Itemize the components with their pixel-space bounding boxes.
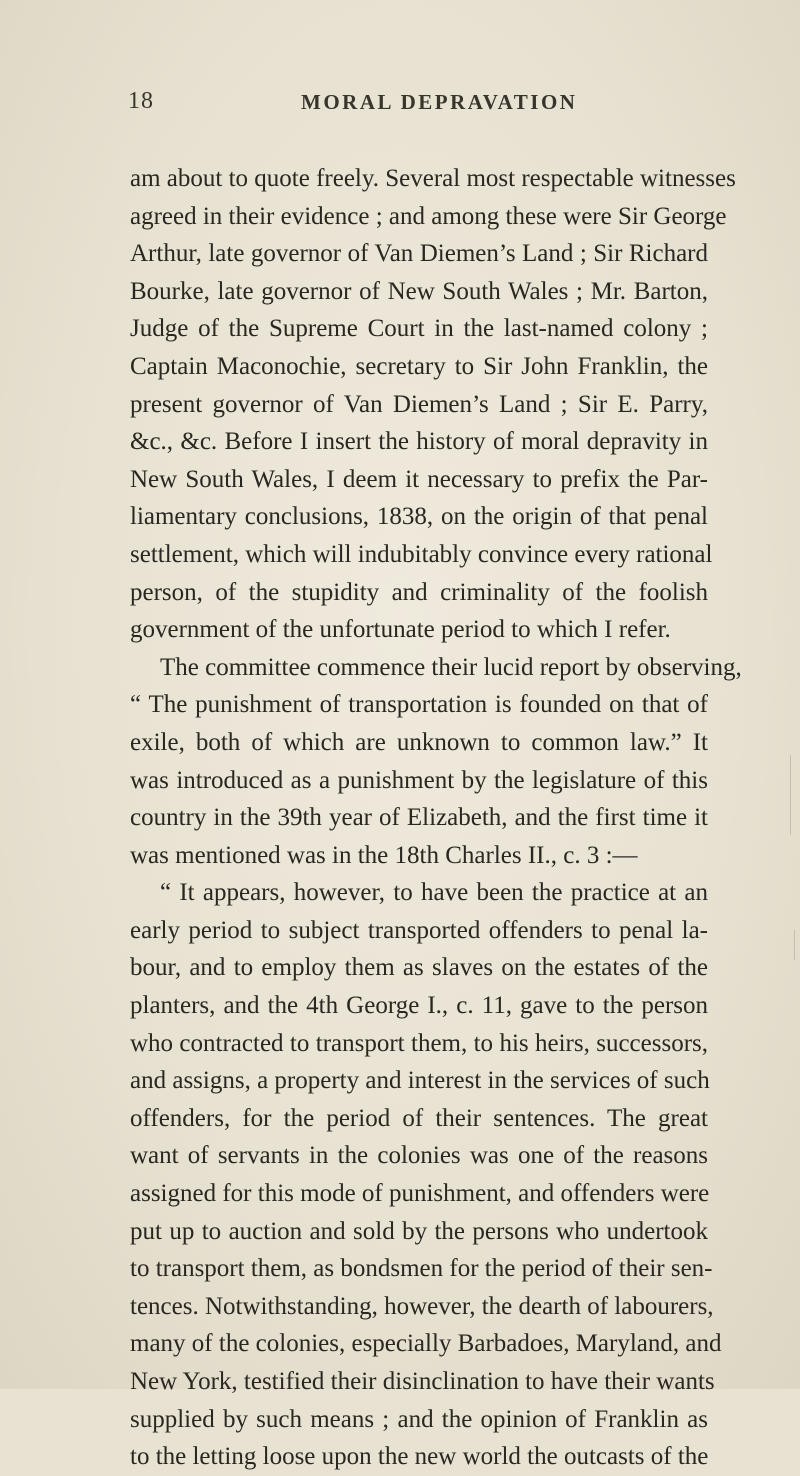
- text-line: New South Wales, I deem it necessary to prefix the Par-: [130, 465, 708, 493]
- text-line: early period to subject transported offenders to penal la-: [130, 916, 708, 944]
- running-title: MORAL DEPRAVATION: [301, 90, 578, 114]
- text-line: agreed in their evidence ; and among these were Sir George: [130, 202, 727, 230]
- text-line: “ It appears, however, to have been the practice at an: [160, 879, 708, 907]
- text-line: to the letting loose upon the new world the outcasts of the: [130, 1443, 709, 1471]
- text-line: Captain Maconochie, secretary to Sir John Franklin, the: [130, 352, 708, 380]
- page-number: 18: [128, 88, 154, 114]
- text-line: The committee commence their lucid report by observing,: [160, 653, 742, 681]
- page-header: [128, 88, 708, 118]
- text-line: &c., &c. Before I insert the history of moral depravity in: [130, 428, 708, 456]
- text-line: and assigns, a property and interest in the services of such: [130, 1067, 710, 1095]
- text-line: want of servants in the colonies was one of the reasons: [130, 1142, 708, 1170]
- text-line: to transport them, as bondsmen for the period of their sen-: [130, 1255, 713, 1283]
- text-line: who contracted to transport them, to his heirs, successors,: [130, 1029, 708, 1057]
- text-line: liamentary conclusions, 1838, on the origin of that penal: [130, 503, 708, 531]
- text-line: assigned for this mode of punishment, and offenders were: [130, 1180, 710, 1208]
- text-line: many of the colonies, especially Barbadoes, Maryland, and: [130, 1330, 722, 1358]
- text-line: am about to quote freely. Several most respectable witnesses: [130, 165, 736, 192]
- margin-shadow-mark: [794, 930, 795, 960]
- text-line: New York, testified their disinclination to have their wants: [130, 1368, 715, 1395]
- text-line: “ The punishment of transportation is founded on that of: [130, 691, 708, 719]
- text-line: was mentioned was in the 18th Charles II., c. 3 :—: [130, 841, 638, 869]
- text-line: person, of the stupidity and criminality of the foolish: [130, 578, 708, 606]
- text-line: settlement, which will indubitably convince every rational: [130, 540, 713, 568]
- text-line: offenders, for the period of their sentences. The great: [130, 1104, 708, 1132]
- body-text: [130, 160, 742, 1476]
- text-line: exile, both of which are unknown to common law.” It: [130, 728, 708, 756]
- text-line: tences. Notwithstanding, however, the dearth of labourers,: [130, 1292, 714, 1320]
- text-line: planters, and the 4th George I., c. 11, gave to the person: [130, 992, 708, 1020]
- text-line: Judge of the Supreme Court in the last-named colony ;: [130, 315, 708, 343]
- text-line: put up to auction and sold by the persons who undertook: [130, 1217, 708, 1245]
- text-line: country in the 39th year of Elizabeth, and the first time it: [130, 804, 708, 832]
- text-line: supplied by such means ; and the opinion of Franklin as: [130, 1405, 708, 1433]
- text-line: bour, and to employ them as slaves on the estates of the: [130, 954, 708, 982]
- text-line: government of the unfortunate period to which I refer.: [130, 616, 671, 644]
- text-line: Arthur, late governor of Van Diemen’s Land ; Sir Richard: [130, 240, 708, 268]
- margin-shadow-mark: [790, 755, 791, 835]
- text-line: was introduced as a punishment by the legislature of this: [130, 766, 708, 794]
- text-line: present governor of Van Diemen’s Land ; Sir E. Parry,: [130, 390, 708, 418]
- text-line: Bourke, late governor of New South Wales ; Mr. Barton,: [130, 277, 708, 305]
